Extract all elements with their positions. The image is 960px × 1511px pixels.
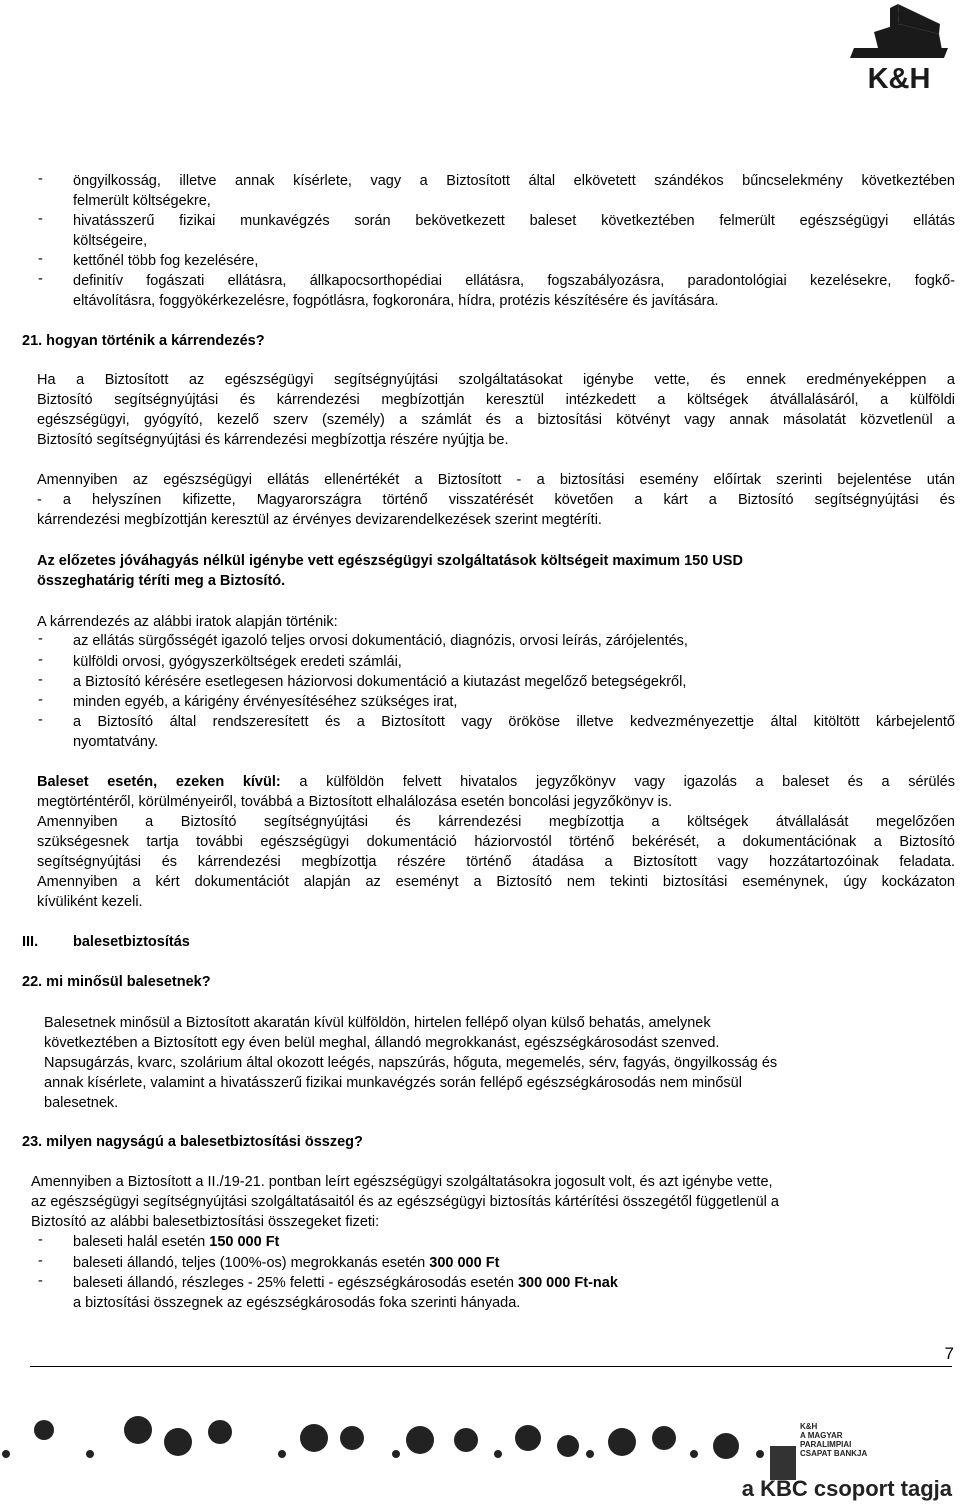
- sum-text: baleseti állandó, részleges - 25% feletti - egészségkárosodás esetén: [73, 1275, 518, 1291]
- text-line: Amennyiben a kért dokumentációt alapján az eseményt a Biztosító nem tekinti biztosítási eseménynek, úgy kockázaton: [37, 874, 955, 890]
- text-line: Biztosító segítségnyújtási és kárrendezési megbízottja részére nyújtja be.: [37, 432, 509, 448]
- list-item-cont: nyomtatvány.: [73, 734, 159, 750]
- text-line: összeghatárig téríti meg a Biztosító.: [37, 573, 286, 589]
- text-line: kárrendezési megbízottján keresztül az érvényes devizarendelkezések szerint megtéríti.: [37, 512, 602, 528]
- partner-block: [800, 1422, 867, 1458]
- dash-marker: -: [38, 271, 43, 287]
- list-item: külföldi orvosi, gyógyszerköltségek eredeti számlái,: [73, 654, 402, 670]
- text-line: az egészségügyi segítségnyújtási szolgáltatásaitól és az egészségügyi biztosítás kártérítési összegétől függetlenül a: [31, 1194, 779, 1210]
- list-item: minden egyéb, a kárigény érvényesítéséhez szükséges irat,: [73, 694, 458, 710]
- sum-amount: 300 000 Ft: [429, 1255, 500, 1271]
- page-number: 7: [944, 1344, 954, 1363]
- dash-marker: -: [38, 712, 43, 728]
- text-line: Amennyiben az egészségügyi ellátás ellenértékét a Biztosított - a biztosítási esemény előírtak szerinti bejelentése után: [37, 472, 955, 488]
- dash-marker: -: [38, 631, 43, 647]
- kh-logo: [844, 2, 954, 94]
- text-line: Napsugárzás, kvarc, szolárium által okozott leégés, napszúrás, hőguta, megemelés, sérv, fagyás, öngyilkosság és: [44, 1055, 778, 1071]
- text-line: Amennyiben a Biztosító segítségnyújtási és kárrendezési megbízottja a költségek átvállalását megelőzően: [37, 814, 955, 830]
- dash-marker: -: [38, 1253, 43, 1269]
- list-item-cont: költségeire,: [73, 233, 148, 249]
- list-item: a Biztosító által rendszeresített és a Biztosított vagy örököse illetve kedvezményezettje által kitöltött kárbejelentő: [73, 714, 955, 730]
- sum-amount: 150 000 Ft: [209, 1234, 280, 1250]
- sum-text: baleseti halál esetén: [73, 1234, 210, 1250]
- list-item-cont: a biztosítási összegnek az egészségkárosodás foka szerinti hányada.: [73, 1295, 521, 1311]
- text-line: megtörténtéről, körülményeiről, továbbá a Biztosított elhalálozása esetén boncolási jegyzőkönyv is.: [37, 794, 673, 810]
- text-line: kívüliként kezeli.: [37, 894, 143, 910]
- dash-marker: -: [38, 652, 43, 668]
- list-item: definitív fogászati ellátásra, állkapocsorthopédiai ellátásra, fogszabályozásra, paradontológiai kezelésekre, fogkő-: [73, 273, 955, 289]
- list-item: öngyilkosság, illetve annak kísérlete, vagy a Biztosított által elkövetett szándékos bűncselekmény következtében: [73, 173, 955, 189]
- text-line: Az előzetes jóváhagyás nélkül igénybe vett egészségügyi szolgáltatások költségeit maximum 150 USD: [37, 553, 743, 569]
- partner-line: A MAGYAR: [800, 1431, 843, 1440]
- text-line: következtében a Biztosított egy éven belül meghal, állandó megrokkanást, egészségkárosodást szenved.: [44, 1035, 720, 1051]
- text-line: Biztosító az alábbi balesetbiztosítási összegeket fizeti:: [31, 1214, 380, 1230]
- dash-marker: -: [38, 672, 43, 688]
- lead-rest: a külföldön felvett hivatalos jegyzőkönyv vagy igazolás a baleset és a sérülés: [280, 774, 955, 790]
- paralympic-figures-graphic: [34, 1416, 739, 1459]
- dash-marker: -: [38, 171, 43, 187]
- bold-lead: Baleset esetén, ezeken kívül:: [37, 774, 281, 790]
- list-item: [73, 1273, 618, 1293]
- kbc-slogan: a KBC csoport tagja: [741, 1476, 952, 1501]
- text-line: [37, 772, 955, 792]
- text-line: egészségügyi, gyógyító, kezelő szerv (személy) a számlát és a biztosítási kötvényt vagy annak másolatát közvetlenül a: [37, 412, 955, 428]
- heading-22: 22. mi minősül balesetnek?: [22, 974, 211, 990]
- text-line: balesetnek.: [44, 1095, 119, 1111]
- list-item-cont: eltávolításra, foggyökérkezelésre, fogpótlásra, fogkoronára, hídra, protézis készítésére és javítására.: [73, 293, 719, 309]
- sum-amount: 300 000 Ft-nak: [517, 1275, 618, 1291]
- text-line: Biztosító segítségnyújtási és kárrendezési megbízottján keresztül intézkedett a költségek átvállalásáról, a külföldi: [37, 392, 955, 408]
- text-line: Ha a Biztosított az egészségügyi segítségnyújtási szolgáltatásokat igénybe vette, és ennek eredményeképpen a: [37, 372, 955, 388]
- section-number: III.: [22, 934, 39, 950]
- docs-intro: A kárrendezés az alábbi iratok alapján történik:: [37, 614, 338, 630]
- list-item: az ellátás sürgősségét igazoló teljes orvosi dokumentáció, diagnózis, orvosi leírás, zárójelentés,: [73, 633, 688, 649]
- dash-marker: -: [38, 211, 43, 227]
- text-line: annak kísérlete, valamint a hivatásszerű fizikai munkavégzés során fellépő egészségkárosodás nem minősül: [44, 1075, 742, 1091]
- heading-21: 21. hogyan történik a kárrendezés?: [22, 333, 265, 349]
- list-item: [73, 1232, 279, 1252]
- list-item: [73, 1253, 499, 1273]
- list-item: a Biztosító kérésére esetlegesen háziorvosi dokumentáció a kiutazást megelőző betegségekről,: [73, 674, 687, 690]
- partner-line: PARALIMPIAI: [800, 1440, 852, 1449]
- sum-text: baleseti állandó, teljes (100%-os) megrokkanás esetén: [73, 1255, 430, 1271]
- dash-marker: -: [38, 1232, 43, 1248]
- dash-marker: -: [38, 251, 43, 267]
- heading-23: 23. milyen nagyságú a balesetbiztosítási összeg?: [22, 1134, 363, 1150]
- partner-line: CSAPAT BANKJA: [800, 1449, 868, 1458]
- partner-line: K&H: [800, 1422, 818, 1431]
- logo-text: K&H: [867, 63, 931, 94]
- list-item-cont: felmerült költségekre,: [73, 193, 211, 209]
- list-item: kettőnél több fog kezelésére,: [73, 253, 259, 269]
- list-item: hivatásszerű fizikai munkavégzés során bekövetkezett baleset következtében felmerült egészségügyi ellátás: [73, 213, 955, 229]
- text-line: Amennyiben a Biztosított a II./19-21. pontban leírt egészségügyi szolgáltatásokra jogosult volt, és azt igénybe vette,: [31, 1174, 773, 1190]
- dash-marker: -: [38, 1273, 43, 1289]
- text-line: szükségesnek tartja további egészségügyi dokumentáció háziorvostól történő bekérését, a dokumentációnak a Biztosító: [37, 834, 955, 850]
- section-title: balesetbiztosítás: [73, 934, 190, 950]
- dash-marker: -: [38, 692, 43, 708]
- text-line: - a helyszínen kifizette, Magyarországra történő visszatérését követően a kárt a Biztosító segítségnyújtási és: [37, 492, 955, 508]
- text-line: Balesetnek minősül a Biztosított akaratán kívül külföldön, hirtelen fellépő olyan külső behatás, amelynek: [44, 1015, 711, 1031]
- text-line: segítségnyújtási és kárrendezési megbízottja részére történő átadása a Biztosított vagy hozzátartozóinak feladata.: [37, 854, 955, 870]
